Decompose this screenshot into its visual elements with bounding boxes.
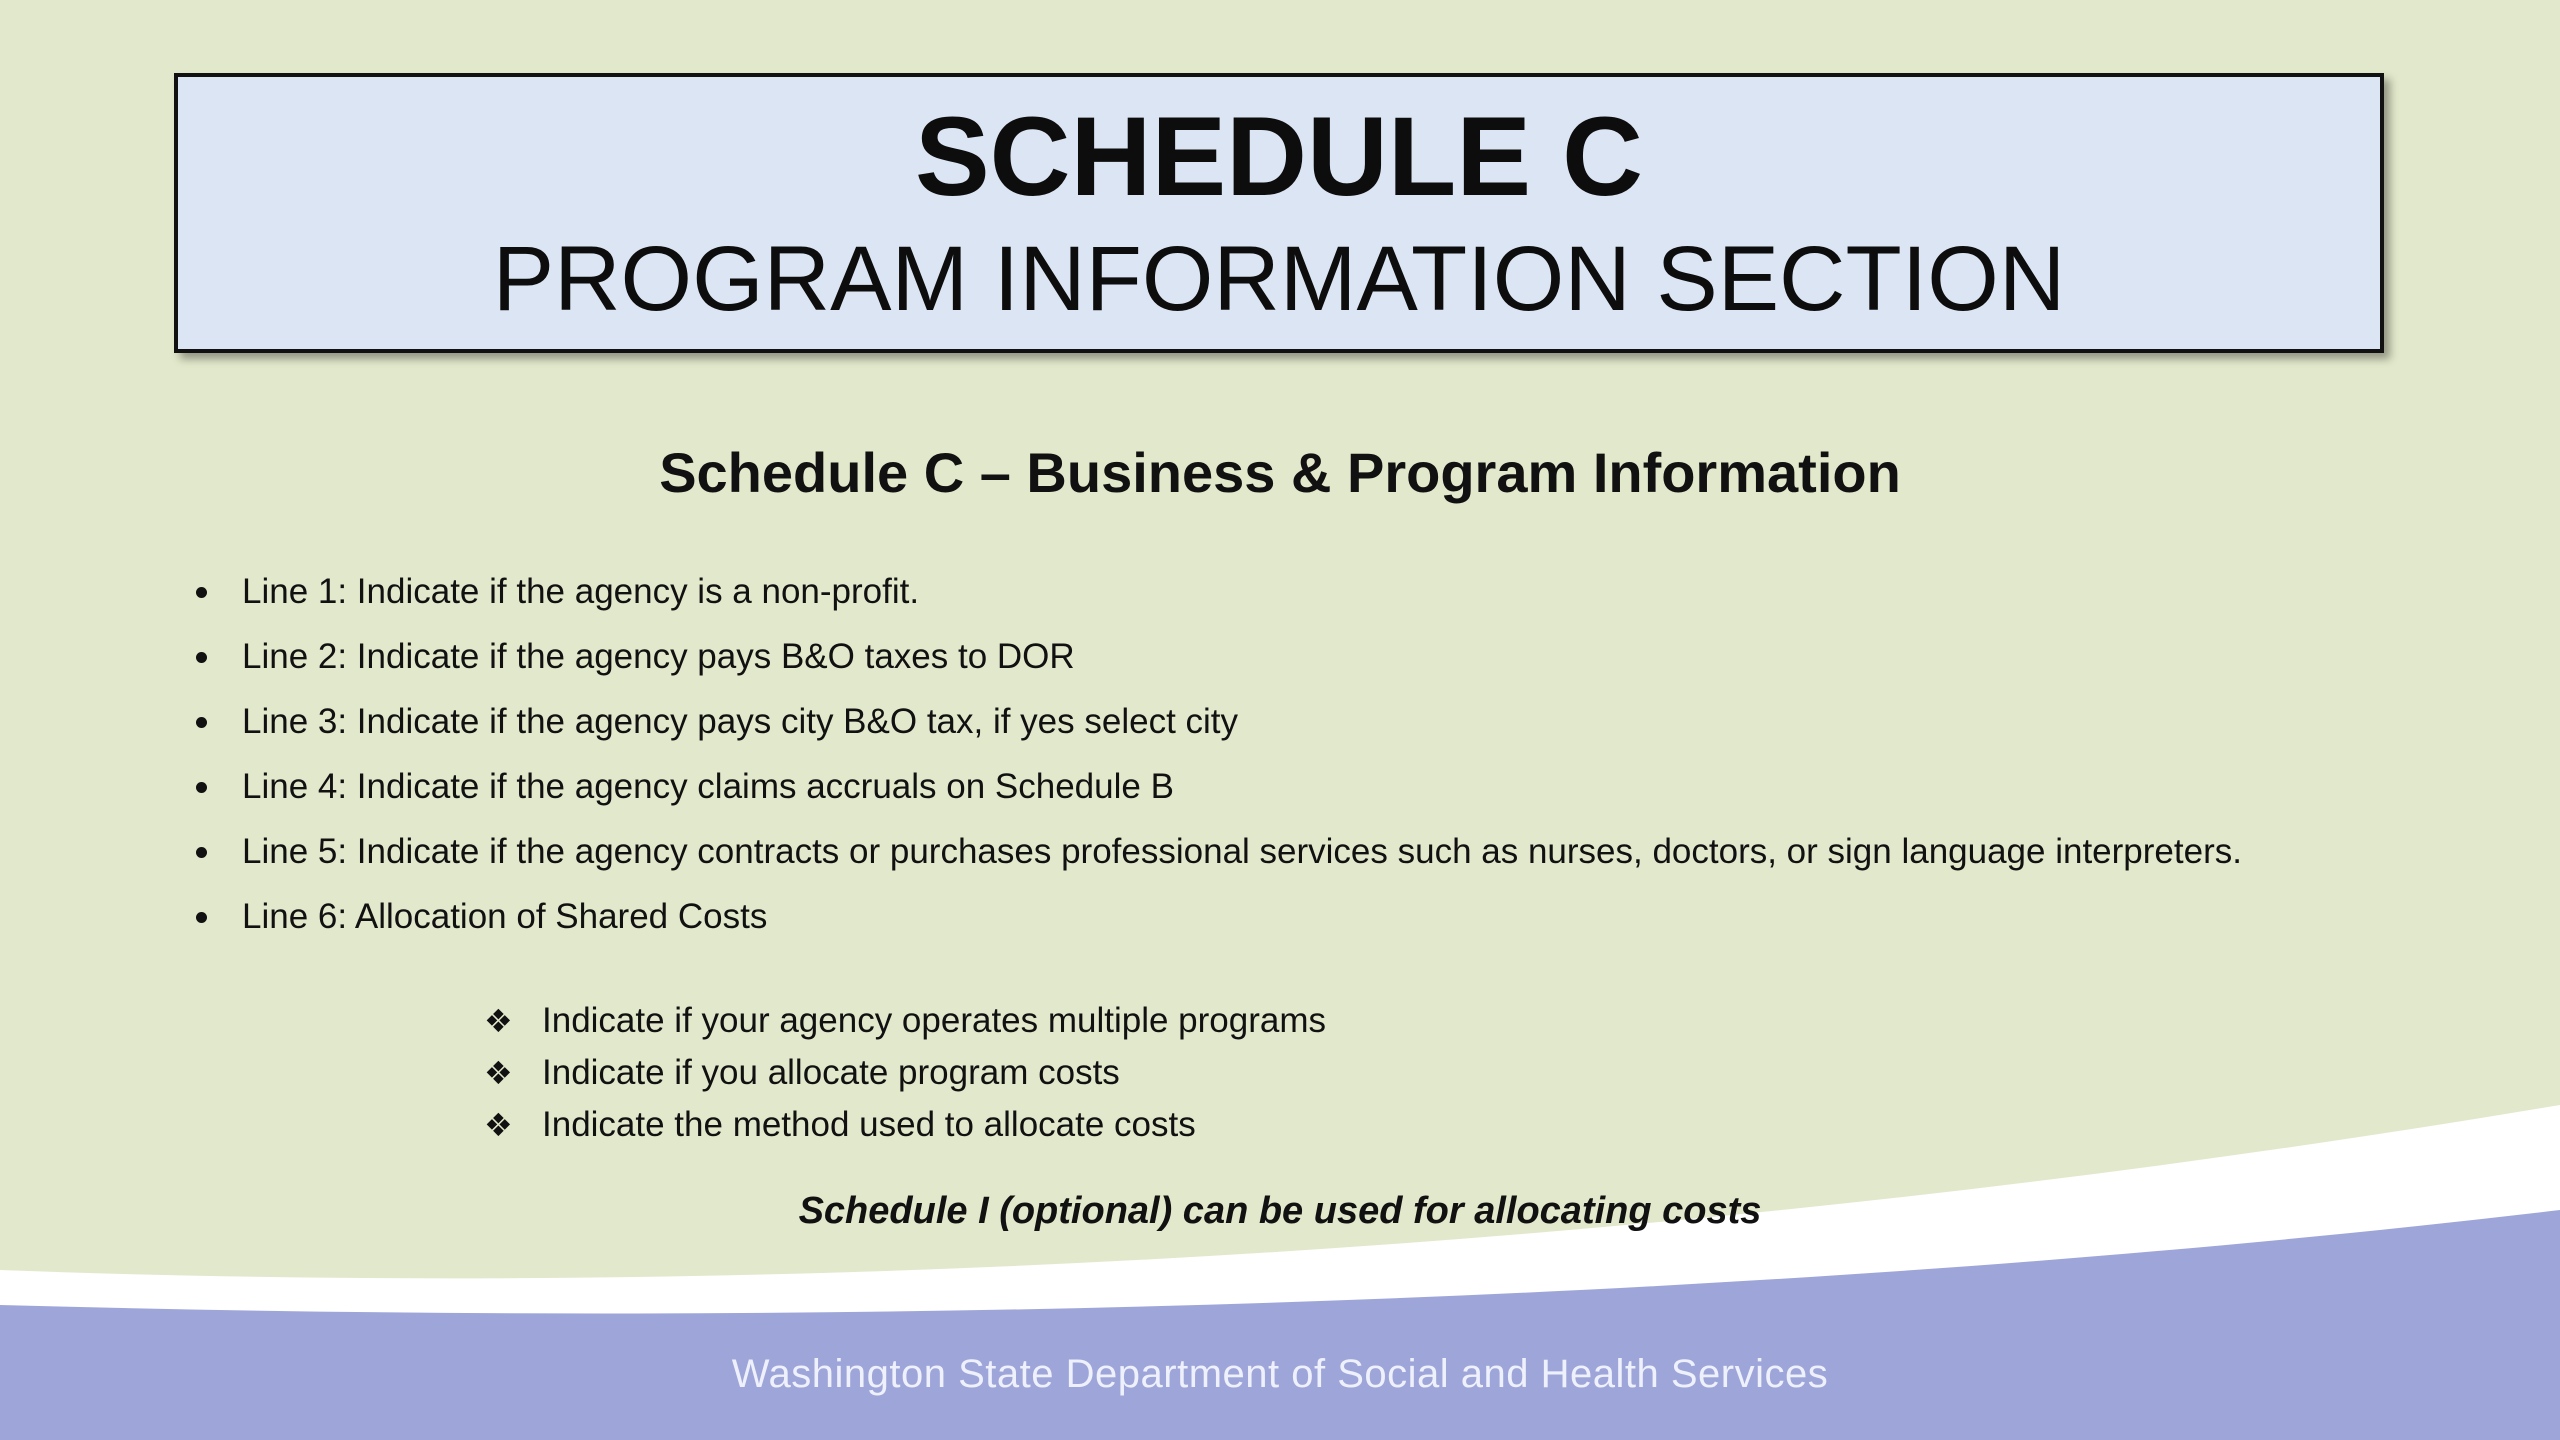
four-diamond-icon: ❖ xyxy=(484,1002,513,1040)
footer-organization: Washington State Department of Social and Health Services xyxy=(731,1352,1829,1396)
list-item xyxy=(190,629,2242,694)
bullet-icon xyxy=(196,782,207,793)
list-item xyxy=(190,694,2242,759)
bullet-icon xyxy=(196,652,207,663)
list-item xyxy=(190,759,2242,824)
slide-subtitle: PROGRAM INFORMATION SECTION xyxy=(492,228,2066,330)
sub-list-item-text: Indicate if your agency operates multiple programs xyxy=(542,1001,1327,1040)
sub-list-item xyxy=(480,1100,1326,1152)
bullet-icon xyxy=(196,717,207,728)
list-item-text: Line 1: Indicate if the agency is a non-profit. xyxy=(242,572,920,611)
title-box xyxy=(174,73,2384,353)
sub-list-item xyxy=(480,1048,1326,1100)
sub-bullet-list xyxy=(480,996,1326,1152)
list-item-text: Line 3: Indicate if the agency pays city B&O tax, if yes select city xyxy=(242,702,1239,741)
list-item-text: Line 6: Allocation of Shared Costs xyxy=(242,897,768,936)
sub-list-item xyxy=(480,996,1326,1048)
list-item xyxy=(190,889,2242,954)
bullet-icon xyxy=(196,587,207,598)
list-item-text: Line 5: Indicate if the agency contracts or purchases professional services such as nurses, doctors, or sign language interpreters. xyxy=(242,832,2242,871)
bullet-icon xyxy=(196,912,207,923)
list-item-text: Line 2: Indicate if the agency pays B&O taxes to DOR xyxy=(242,637,1075,676)
section-heading: Schedule C – Business & Program Information xyxy=(659,441,1901,504)
slide-title: SCHEDULE C xyxy=(914,94,1644,219)
bullet-icon xyxy=(196,847,207,858)
sub-list-item-text: Indicate the method used to allocate costs xyxy=(542,1105,1196,1144)
list-item xyxy=(190,564,2242,629)
list-item xyxy=(190,824,2242,889)
sub-list-item-text: Indicate if you allocate program costs xyxy=(542,1053,1120,1092)
italic-note: Schedule I (optional) can be used for allocating costs xyxy=(798,1190,1762,1232)
list-item-text: Line 4: Indicate if the agency claims accruals on Schedule B xyxy=(242,767,1174,806)
bullet-list xyxy=(190,564,2242,954)
four-diamond-icon: ❖ xyxy=(484,1106,513,1144)
four-diamond-icon: ❖ xyxy=(484,1054,513,1092)
